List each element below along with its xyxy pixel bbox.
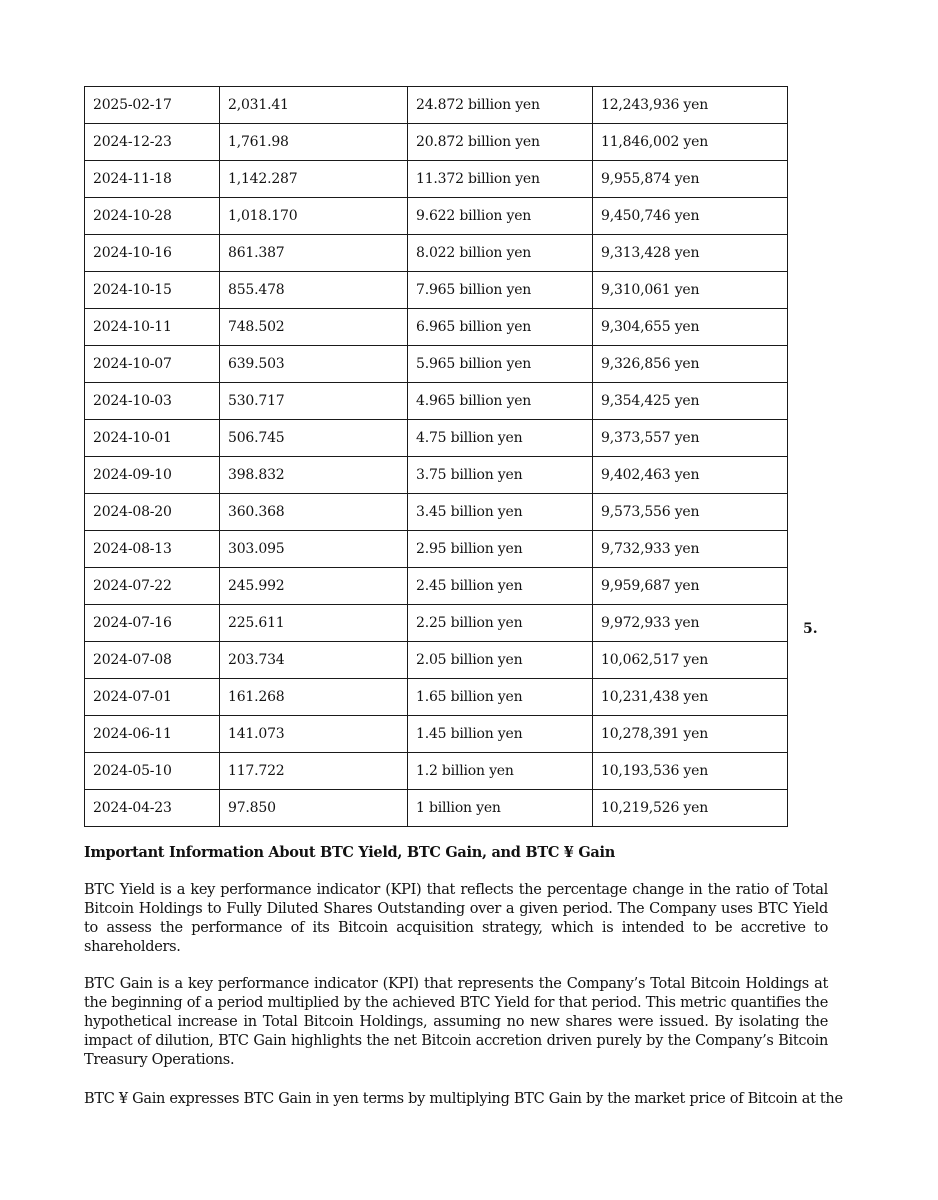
btc-holdings-cell: 2,031.41 (220, 87, 408, 124)
table-row (85, 420, 788, 457)
cumulative-amount-cell: 4.965 billion yen (408, 383, 593, 420)
btc-holdings-cell: 245.992 (220, 568, 408, 605)
date-cell: 2024-07-08 (85, 642, 220, 679)
average-price-cell: 9,304,655 yen (593, 309, 788, 346)
table-row (85, 309, 788, 346)
cumulative-amount-cell: 24.872 billion yen (408, 87, 593, 124)
date-cell: 2024-08-13 (85, 531, 220, 568)
cumulative-amount-cell: 2.25 billion yen (408, 605, 593, 642)
average-price-cell: 9,959,687 yen (593, 568, 788, 605)
table-row (85, 87, 788, 124)
date-cell: 2024-09-10 (85, 457, 220, 494)
cumulative-amount-cell: 1.65 billion yen (408, 679, 593, 716)
date-cell: 2024-11-18 (85, 161, 220, 198)
date-cell: 2024-08-20 (85, 494, 220, 531)
average-price-cell: 9,313,428 yen (593, 235, 788, 272)
table-body (85, 87, 788, 827)
table-row (85, 494, 788, 531)
date-cell: 2024-12-23 (85, 124, 220, 161)
table-row (85, 605, 788, 642)
btc-holdings-cell: 506.745 (220, 420, 408, 457)
date-cell: 2024-07-22 (85, 568, 220, 605)
btc-holdings-cell: 861.387 (220, 235, 408, 272)
btc-holdings-cell: 855.478 (220, 272, 408, 309)
btc-holdings-cell: 530.717 (220, 383, 408, 420)
cumulative-amount-cell: 1.45 billion yen (408, 716, 593, 753)
average-price-cell: 10,219,526 yen (593, 790, 788, 827)
average-price-cell: 9,354,425 yen (593, 383, 788, 420)
cumulative-amount-cell: 6.965 billion yen (408, 309, 593, 346)
average-price-cell: 12,243,936 yen (593, 87, 788, 124)
section-title: Important Information About BTC Yield, BTC Gain, and BTC ¥ Gain (84, 844, 615, 861)
date-cell: 2024-10-16 (85, 235, 220, 272)
date-cell: 2024-06-11 (85, 716, 220, 753)
average-price-cell: 9,573,556 yen (593, 494, 788, 531)
average-price-cell: 11,846,002 yen (593, 124, 788, 161)
cumulative-amount-cell: 2.95 billion yen (408, 531, 593, 568)
table-row (85, 272, 788, 309)
btc-holdings-cell: 398.832 (220, 457, 408, 494)
date-cell: 2024-10-03 (85, 383, 220, 420)
paragraph-btc-gain: BTC Gain is a key performance indicator (KPI) that represents the Company’s Total Bitcoin Holdings at the beginning of a period multiplied by the achieved BTC Yield for that period. This metric quantifies the hypothetical increase in Total Bitcoin Holdings, assuming no new shares were issued. By isolating the impact of dilution, BTC Gain highlights the net Bitcoin accretion driven purely by the Company’s Bitcoin Treasury Operations. (84, 976, 828, 1068)
average-price-cell: 9,450,746 yen (593, 198, 788, 235)
table-row (85, 753, 788, 790)
btc-holdings-cell: 639.503 (220, 346, 408, 383)
average-price-cell: 9,373,557 yen (593, 420, 788, 457)
date-cell: 2024-05-10 (85, 753, 220, 790)
date-cell: 2024-10-11 (85, 309, 220, 346)
date-cell: 2024-10-07 (85, 346, 220, 383)
bitcoin-holdings-table (84, 86, 788, 827)
date-cell: 2024-10-15 (85, 272, 220, 309)
cumulative-amount-cell: 9.622 billion yen (408, 198, 593, 235)
average-price-cell: 9,402,463 yen (593, 457, 788, 494)
cumulative-amount-cell: 20.872 billion yen (408, 124, 593, 161)
date-cell: 2025-02-17 (85, 87, 220, 124)
average-price-cell: 9,732,933 yen (593, 531, 788, 568)
table-row (85, 235, 788, 272)
average-price-cell: 9,310,061 yen (593, 272, 788, 309)
table-row (85, 531, 788, 568)
date-cell: 2024-10-28 (85, 198, 220, 235)
average-price-cell: 9,972,933 yen (593, 605, 788, 642)
cumulative-amount-cell: 2.05 billion yen (408, 642, 593, 679)
cumulative-amount-cell: 1 billion yen (408, 790, 593, 827)
average-price-cell: 9,326,856 yen (593, 346, 788, 383)
btc-holdings-cell: 1,018.170 (220, 198, 408, 235)
average-price-cell: 10,062,517 yen (593, 642, 788, 679)
page-number: 5. (803, 621, 818, 637)
btc-holdings-cell: 303.095 (220, 531, 408, 568)
cumulative-amount-cell: 11.372 billion yen (408, 161, 593, 198)
cumulative-amount-cell: 8.022 billion yen (408, 235, 593, 272)
date-cell: 2024-07-16 (85, 605, 220, 642)
btc-holdings-cell: 117.722 (220, 753, 408, 790)
btc-holdings-cell: 1,761.98 (220, 124, 408, 161)
cumulative-amount-cell: 4.75 billion yen (408, 420, 593, 457)
btc-holdings-cell: 360.368 (220, 494, 408, 531)
cumulative-amount-cell: 3.45 billion yen (408, 494, 593, 531)
cumulative-amount-cell: 3.75 billion yen (408, 457, 593, 494)
date-cell: 2024-10-01 (85, 420, 220, 457)
table-row (85, 568, 788, 605)
table-row (85, 346, 788, 383)
average-price-cell: 9,955,874 yen (593, 161, 788, 198)
table-row (85, 161, 788, 198)
btc-holdings-cell: 97.850 (220, 790, 408, 827)
btc-holdings-cell: 748.502 (220, 309, 408, 346)
table-row (85, 716, 788, 753)
date-cell: 2024-07-01 (85, 679, 220, 716)
date-cell: 2024-04-23 (85, 790, 220, 827)
cumulative-amount-cell: 7.965 billion yen (408, 272, 593, 309)
btc-holdings-cell: 1,142.287 (220, 161, 408, 198)
table-row (85, 383, 788, 420)
cumulative-amount-cell: 5.965 billion yen (408, 346, 593, 383)
btc-holdings-cell: 225.611 (220, 605, 408, 642)
table-row (85, 457, 788, 494)
paragraph-btc-yield: BTC Yield is a key performance indicator (KPI) that reflects the percentage change in the ratio of Total Bitcoin Holdings to Fully Diluted Shares Outstanding over a given period. The Company uses BTC Yield to assess the performance of its Bitcoin acquisition strategy, which is intended to be accretive to shareholders. (84, 882, 828, 955)
cumulative-amount-cell: 1.2 billion yen (408, 753, 593, 790)
btc-holdings-cell: 141.073 (220, 716, 408, 753)
average-price-cell: 10,231,438 yen (593, 679, 788, 716)
cumulative-amount-cell: 2.45 billion yen (408, 568, 593, 605)
paragraph-btc-yen-gain: BTC ¥ Gain expresses BTC Gain in yen terms by multiplying BTC Gain by the market price of Bitcoin at the (84, 1091, 843, 1107)
table-row (85, 679, 788, 716)
table-row (85, 790, 788, 827)
btc-holdings-cell: 161.268 (220, 679, 408, 716)
table-row (85, 124, 788, 161)
btc-holdings-cell: 203.734 (220, 642, 408, 679)
average-price-cell: 10,193,536 yen (593, 753, 788, 790)
table-row (85, 642, 788, 679)
average-price-cell: 10,278,391 yen (593, 716, 788, 753)
table-row (85, 198, 788, 235)
